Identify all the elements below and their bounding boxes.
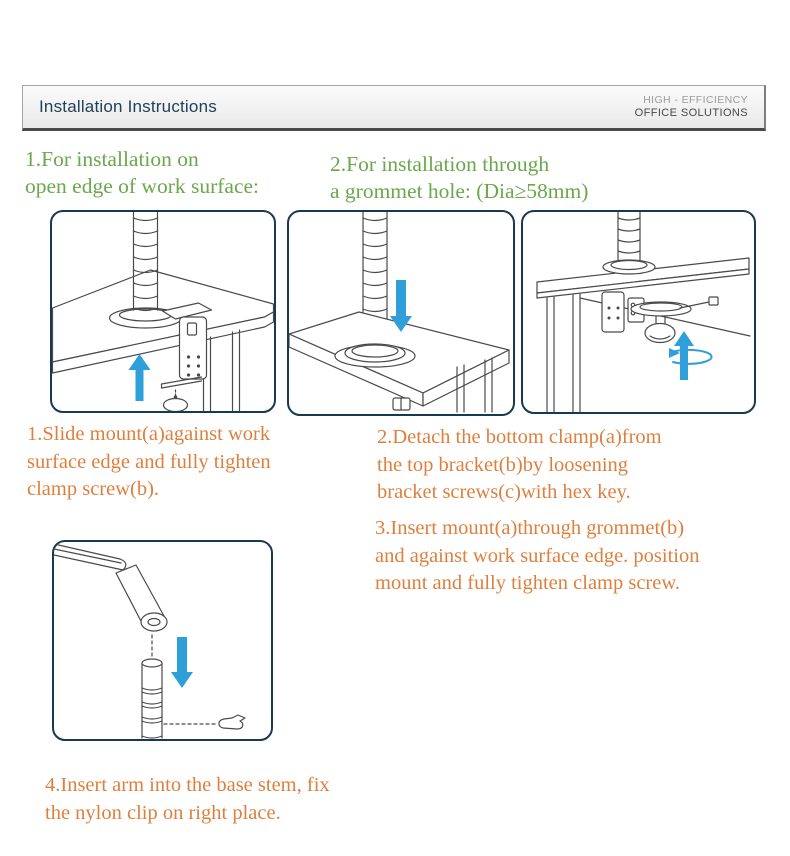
step-line: bracket screws(c)with hex key.: [377, 481, 631, 503]
up-arrow-icon: [674, 331, 694, 380]
brand-line-2: OFFICE SOLUTIONS: [634, 107, 748, 119]
step-3-text: [375, 515, 700, 598]
step-line: and against work surface edge. position: [375, 544, 700, 567]
open-edge-clamp-drawing: [52, 212, 274, 411]
rotate-clockwise-icon: [669, 348, 712, 364]
step-line: 3.Insert mount(a)through grommet(b): [375, 517, 685, 539]
section-heading-grommet: [330, 151, 588, 205]
step-line: mount and fully tighten clamp screw.: [375, 572, 680, 594]
desk-drawing: [537, 258, 750, 412]
diagram-arm-into-stem: [52, 540, 273, 741]
cable-spine-pole: [618, 212, 640, 263]
heading-line: 1.For installation on: [25, 147, 199, 171]
step-line: clamp screw(b).: [27, 478, 160, 500]
step-1-text: [27, 421, 271, 504]
page-title: Installation Instructions: [39, 97, 217, 116]
bracket-screw: [680, 297, 718, 308]
nylon-clip: [219, 715, 245, 729]
heading-line: 2.For installation through: [330, 152, 550, 176]
diagram-open-edge-clamp: [50, 210, 276, 413]
step-line: 1.Slide mount(a)against work: [27, 423, 271, 445]
clamp-screw: [164, 390, 188, 411]
step-line: 4.Insert arm into the base stem, fix: [45, 774, 330, 796]
heading-line: a grommet hole: (Dia≥58mm): [330, 179, 589, 203]
down-arrow-icon: [171, 637, 193, 688]
base-stem: [142, 659, 162, 738]
grommet-insert-drawing: [289, 212, 513, 414]
step-4-text: [45, 772, 330, 827]
up-arrow-icon: [129, 354, 151, 401]
desk-drawing: [53, 270, 274, 411]
monitor-arm: [54, 544, 167, 631]
diagram-underside-clamp: [521, 210, 756, 414]
step-2-text: [377, 424, 662, 507]
diagram-grommet-insert: [287, 210, 515, 416]
section-heading-open-edge: [25, 146, 259, 200]
step-line: the top bracket(b)by loosening: [377, 453, 629, 476]
step-line: surface edge and fully tighten: [27, 450, 271, 473]
step-line: the nylon clip on right place.: [45, 801, 281, 824]
step-line: 2.Detach the bottom clamp(a)from: [377, 426, 662, 448]
underside-clamp-drawing: [523, 212, 754, 412]
header-bar: [22, 85, 766, 131]
arm-into-stem-drawing: [54, 542, 271, 739]
brand-line-1: HIGH - EFFICIENCY: [643, 94, 748, 106]
brand-text: [635, 94, 748, 120]
heading-line: open edge of work surface:: [25, 174, 260, 198]
